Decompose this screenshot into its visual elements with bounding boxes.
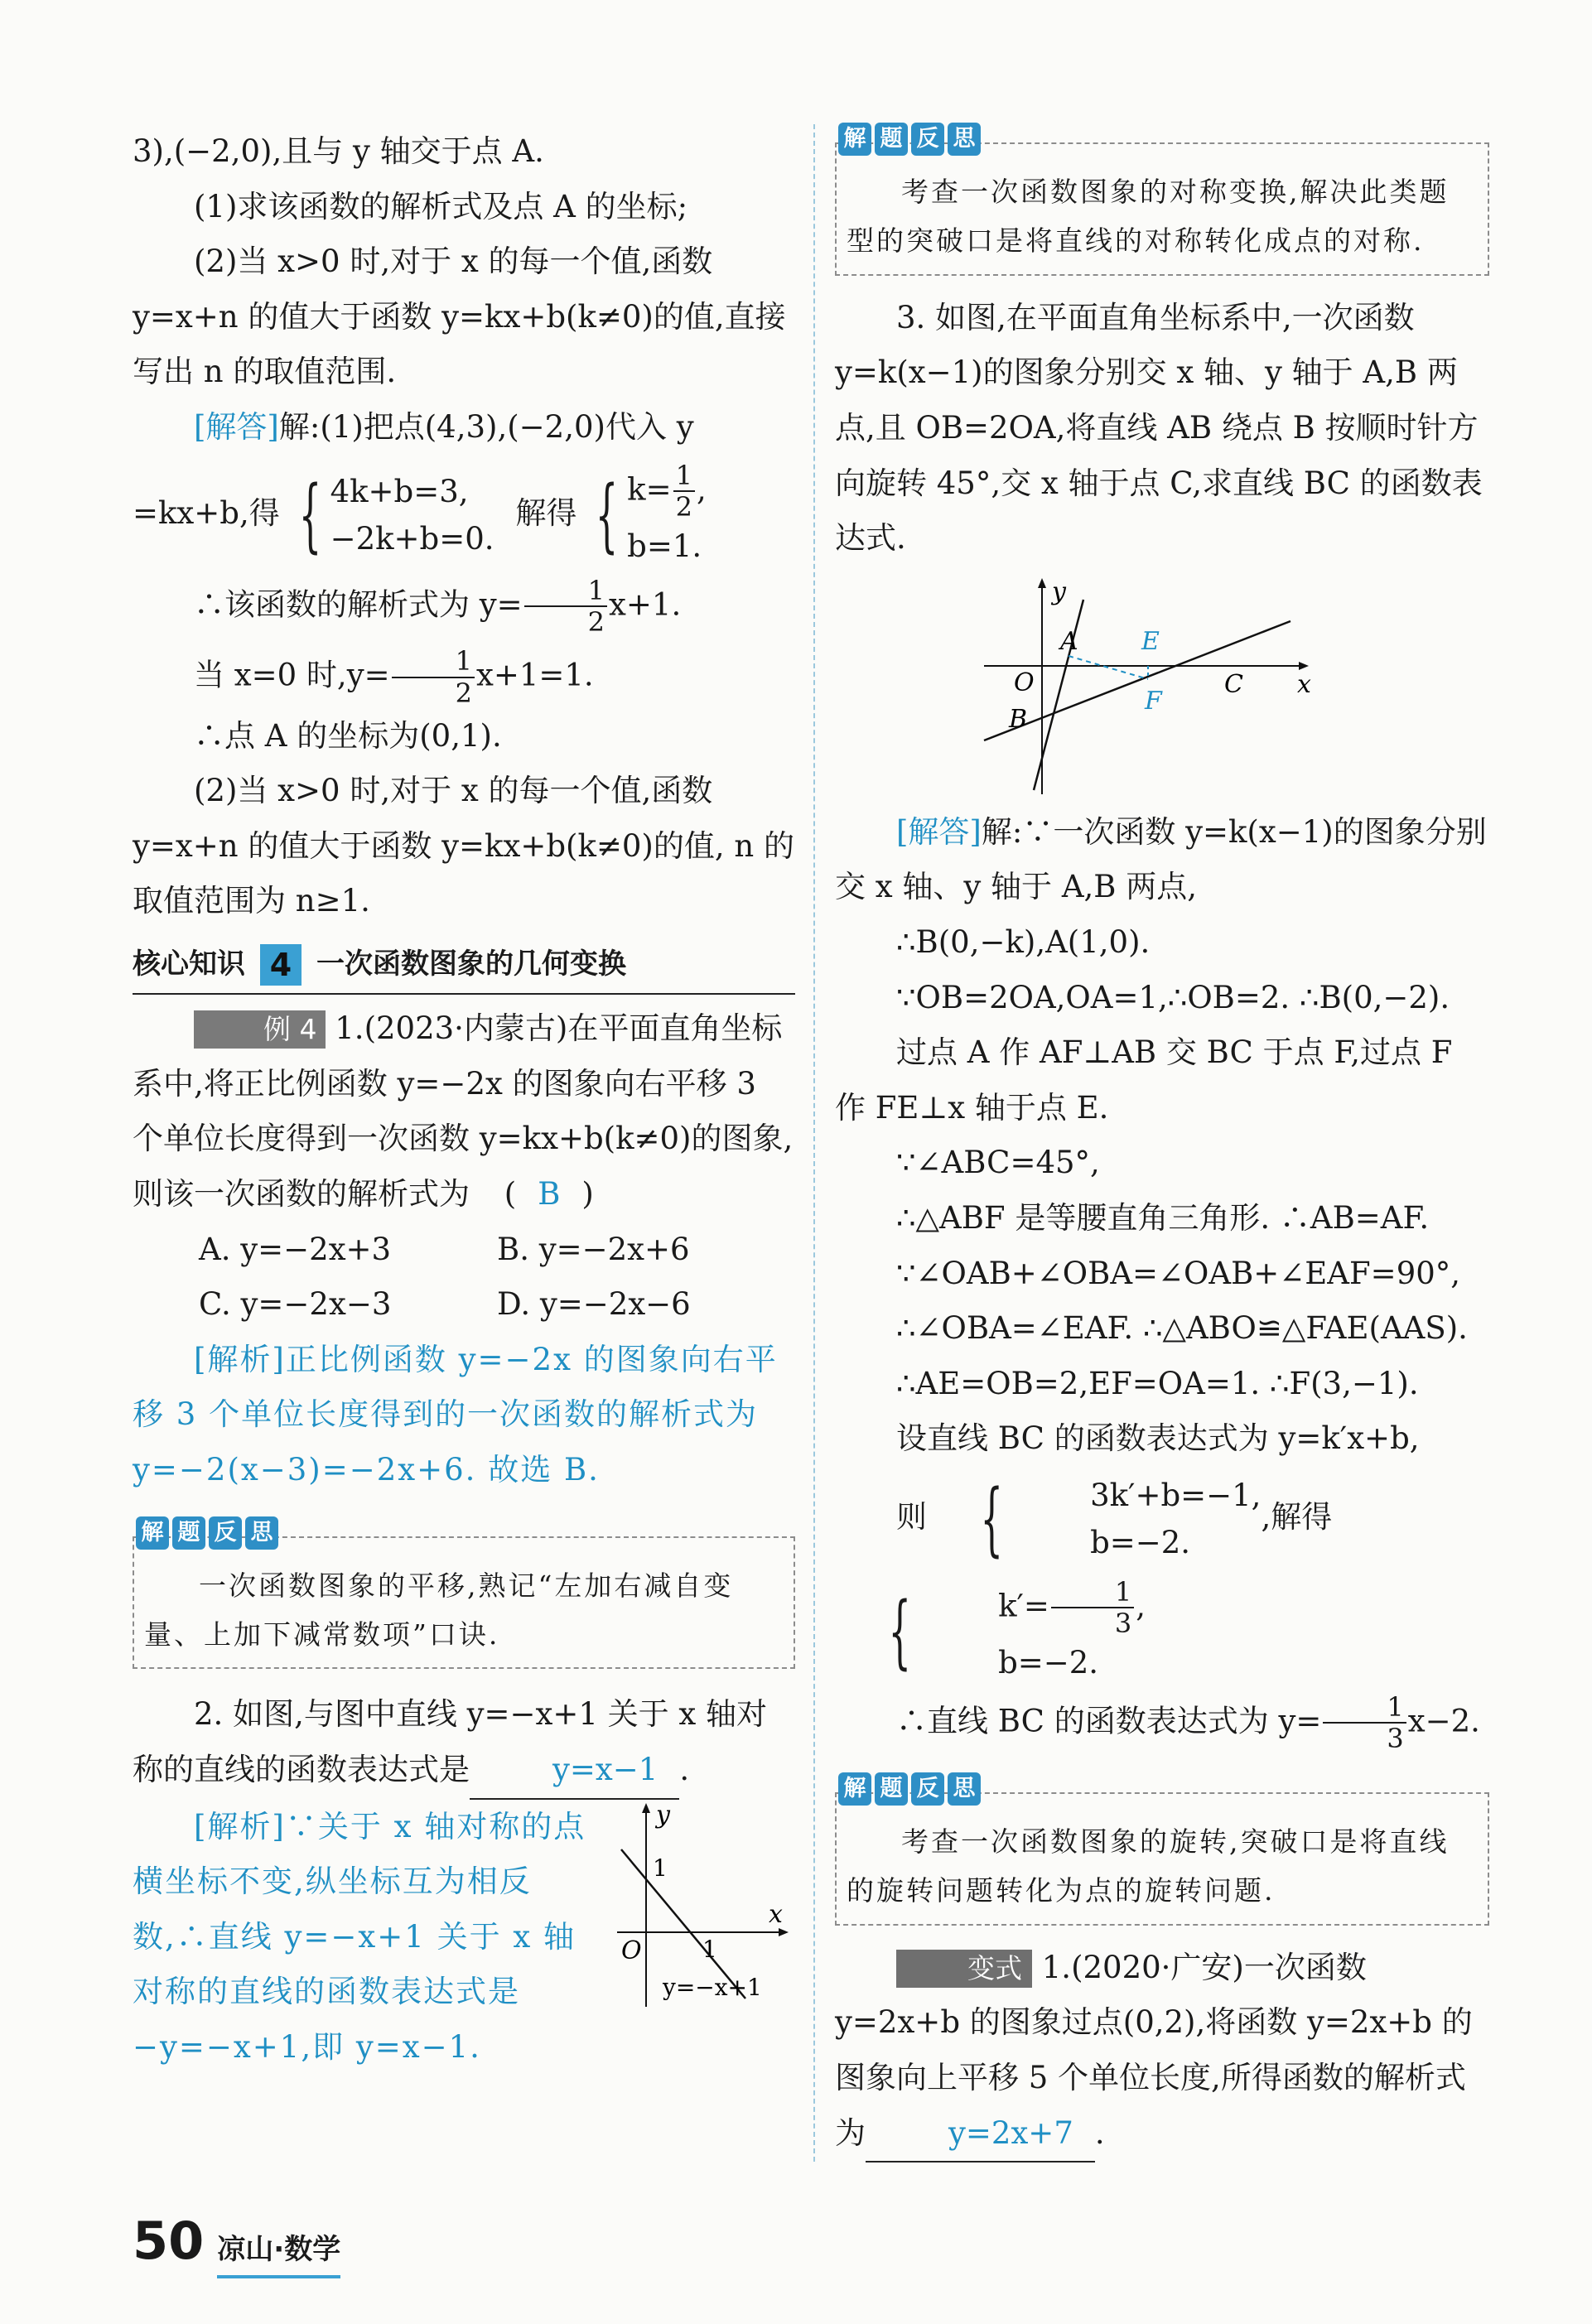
equation-system: { 4k+b=3, −2k+b=0.	[298, 469, 494, 562]
solution-3-line-3: ∵OB=2OA,OA=1,∴OB=2. ∴B(0,−2).	[896, 979, 1450, 1015]
question-3: 3. 如图,在平面直角坐标系中,一次函数 y=k(x−1)的图象分别交 x 轴、y 轴于 A,B 两点,且 OB=2OA,将直线 AB 绕点 B 按顺时针方向旋转 45°,交 x 轴于点 C,求直线 BC 的函数表达式.	[835, 299, 1483, 557]
solution-3-line-7: ∵∠OAB+∠OBA=∠OAB+∠EAF=90°,	[896, 1255, 1461, 1291]
equation-system: { 3k′+b=−1, b=−2.	[980, 1473, 1262, 1566]
y-axis-arrow	[1038, 578, 1046, 588]
graph2-y-label: y	[1052, 576, 1066, 606]
reflection-label: 解 题 反 思	[838, 123, 984, 156]
variant-answer: y=2x+7	[866, 2106, 1095, 2163]
choice-options	[133, 1222, 795, 1333]
book-title: 凉山·数学	[217, 2225, 340, 2278]
graph1-line-label: y=−x+1	[663, 1973, 762, 2001]
solution-3-line-4: 过点 A 作 AF⊥AB 交 BC 于点 F,过点 F 作 FE⊥x 轴于点 E.	[835, 1034, 1453, 1126]
question-part-1: (1)求该函数的解析式及点 A 的坐标;	[194, 188, 688, 224]
question-2-analysis-block	[133, 1800, 795, 2073]
right-column	[835, 124, 1489, 2162]
column-divider	[813, 124, 815, 2162]
graph2-point-b: B	[1009, 704, 1028, 734]
x-axis-arrow	[1299, 662, 1309, 670]
solution-system: { k′= $\frac{1}{3}$ , b=−2.	[888, 1575, 1146, 1681]
point-a-coordinate: ∴点 A 的坐标为(0,1).	[194, 717, 502, 754]
reflection-box-2: 解 题 反 思 考查一次函数图象的对称变换,解决此类题型的突破口是将直线的对称转化成点的对称.	[835, 142, 1489, 276]
graph1-origin: O	[621, 1936, 642, 1965]
graph-reflection	[613, 1800, 795, 2015]
example-answer: B	[538, 1176, 561, 1213]
graph2-point-a: A	[1060, 626, 1078, 656]
solution-3-conclusion: ∴直线 BC 的函数表达式为 y= $\frac{1}{3}$ x−2.	[896, 1690, 1480, 1755]
section-title: 一次函数图象的几何变换	[316, 947, 626, 981]
example-question: 例 4 1.(2023·内蒙古)在平面直角坐标系中,将正比例函数 y=−2x 的图象向右平移 3 个单位长度得到一次函数 y=kx+b(k≠0)的图象,则该一次函数的解析式为 ( B )	[133, 1010, 794, 1213]
graph2-point-c: C	[1224, 669, 1243, 699]
example-label: 例 4	[194, 1010, 326, 1049]
y-axis-arrow	[642, 1803, 650, 1813]
solution-3-line-1: [解答]解:∵一次函数 y=k(x−1)的图象分别交 x 轴、y 轴于 A,B 两点,	[835, 813, 1487, 905]
question-2: 2. 如图,与图中直线 y=−x+1 关于 x 轴对称的直线的函数表达式是 y=x−1 .	[133, 1687, 795, 1799]
graph1-y-label: y	[656, 1800, 670, 1830]
graph-rotation	[976, 575, 1324, 798]
solution-3-line-6: ∴△ABF 是等腰直角三角形. ∴AB=AF.	[896, 1199, 1430, 1236]
question-2-answer: y=x−1	[470, 1743, 679, 1800]
when-x-zero: 当 x=0 时,y= $\frac{1}{2}$ x+1=1.	[194, 645, 594, 709]
reflection-box-3: 解 题 反 思 考查一次函数图象的旋转,突破口是将直线的旋转问题转化为点的旋转问题.	[835, 1792, 1489, 1926]
reflection-label: 解 题 反 思	[136, 1516, 282, 1550]
conclusion-expression: ∴该函数的解析式为 y= $\frac{1}{2}$ x+1.	[194, 574, 682, 639]
page-number: 50	[133, 2211, 205, 2271]
graph2-origin: O	[1014, 668, 1035, 697]
solution-3-line-10: 设直线 BC 的函数表达式为 y=k′x+b,	[896, 1420, 1420, 1457]
section-number: 4	[260, 944, 302, 986]
solution-systems: =kx+b,得 { 4k+b=3, −2k+b=0. 解得 { k= $\frac{1}{2}$ , b=1.	[133, 456, 795, 576]
part-2-answer: (2)当 x>0 时,对于 x 的每一个值,函数 y=x+n 的值大于函数 y=kx+b(k≠0)的值, n 的取值范围为 n≥1.	[133, 773, 794, 919]
graph1-one-y: 1	[653, 1854, 668, 1882]
option-c: C. y=−2x−3	[199, 1286, 392, 1323]
solution-3-line-8: ∴∠OBA=∠EAF. ∴△ABO≌△FAE(AAS).	[896, 1310, 1468, 1347]
page-footer	[133, 2195, 340, 2288]
graph1-x-label: x	[769, 1899, 783, 1929]
solution-tag: [解答]	[194, 408, 279, 445]
left-column	[133, 124, 795, 2073]
variant-question-1: 变式 1.(2020·广安)一次函数 y=2x+b 的图象过点(0,2),将函数 y=2x+b 的图象向上平移 5 个单位长度,所得函数的解析式为 y=2x+7 .	[835, 1941, 1489, 2162]
segment-af	[1069, 656, 1148, 679]
solution-3-line-2: ∴B(0,−k),A(1,0).	[896, 923, 1151, 960]
continued-line: 3),(−2,0),且与 y 轴交于点 A.	[133, 133, 544, 169]
option-d: D. y=−2x−6	[497, 1286, 691, 1323]
solution-system: { k= $\frac{1}{2}$ , b=1.	[595, 459, 707, 565]
option-a: A. y=−2x+3	[199, 1231, 392, 1267]
reflection-label: 解 题 反 思	[838, 1772, 984, 1806]
graph2-x-label: x	[1297, 669, 1311, 699]
solution-3-line-5: ∵∠ABC=45°,	[896, 1145, 1100, 1181]
solution-intro: [解答]解:(1)把点(4,3),(−2,0)代入 y	[194, 408, 694, 445]
graph1-one-x: 1	[702, 1935, 717, 1963]
solution-3-line-9: ∴AE=OB=2,EF=OA=1. ∴F(3,−1).	[896, 1365, 1419, 1401]
section-header: 核心知识 4 一次函数图象的几何变换	[133, 939, 795, 995]
graph2-point-e: E	[1141, 626, 1160, 656]
x-axis-arrow	[779, 1928, 789, 1936]
analysis-1: [解析]正比例函数 y=−2x 的图象向右平移 3 个单位长度得到的一次函数的解析式为 y=−2(x−3)=−2x+6. 故选 B.	[133, 1341, 778, 1487]
analysis-2: [解析]∵关于 x 轴对称的点横坐标不变,纵坐标互为相反数,∴直线 y=−x+1 关于 x 轴对称的直线的函数表达式是 −y=−x+1,即 y=x−1.	[133, 1808, 586, 2065]
graph2-point-f: F	[1145, 686, 1162, 716]
reflection-box-1: 解 题 反 思 一次函数图象的平移,熟记“左加右减自变量、上加下减常数项”口诀.	[133, 1536, 795, 1670]
solution-3-systems: 则 { 3k′+b=−1, b=−2. ,解得 { k′= $\frac{1}{3}$ , b=−2.	[835, 1467, 1489, 1692]
question-part-2: (2)当 x>0 时,对于 x 的每一个值,函数 y=x+n 的值大于函数 y=kx+b(k≠0)的值,直接写出 n 的取值范围.	[133, 243, 786, 390]
variant-label: 变式	[896, 1950, 1032, 1988]
option-b: B. y=−2x+6	[497, 1231, 690, 1267]
